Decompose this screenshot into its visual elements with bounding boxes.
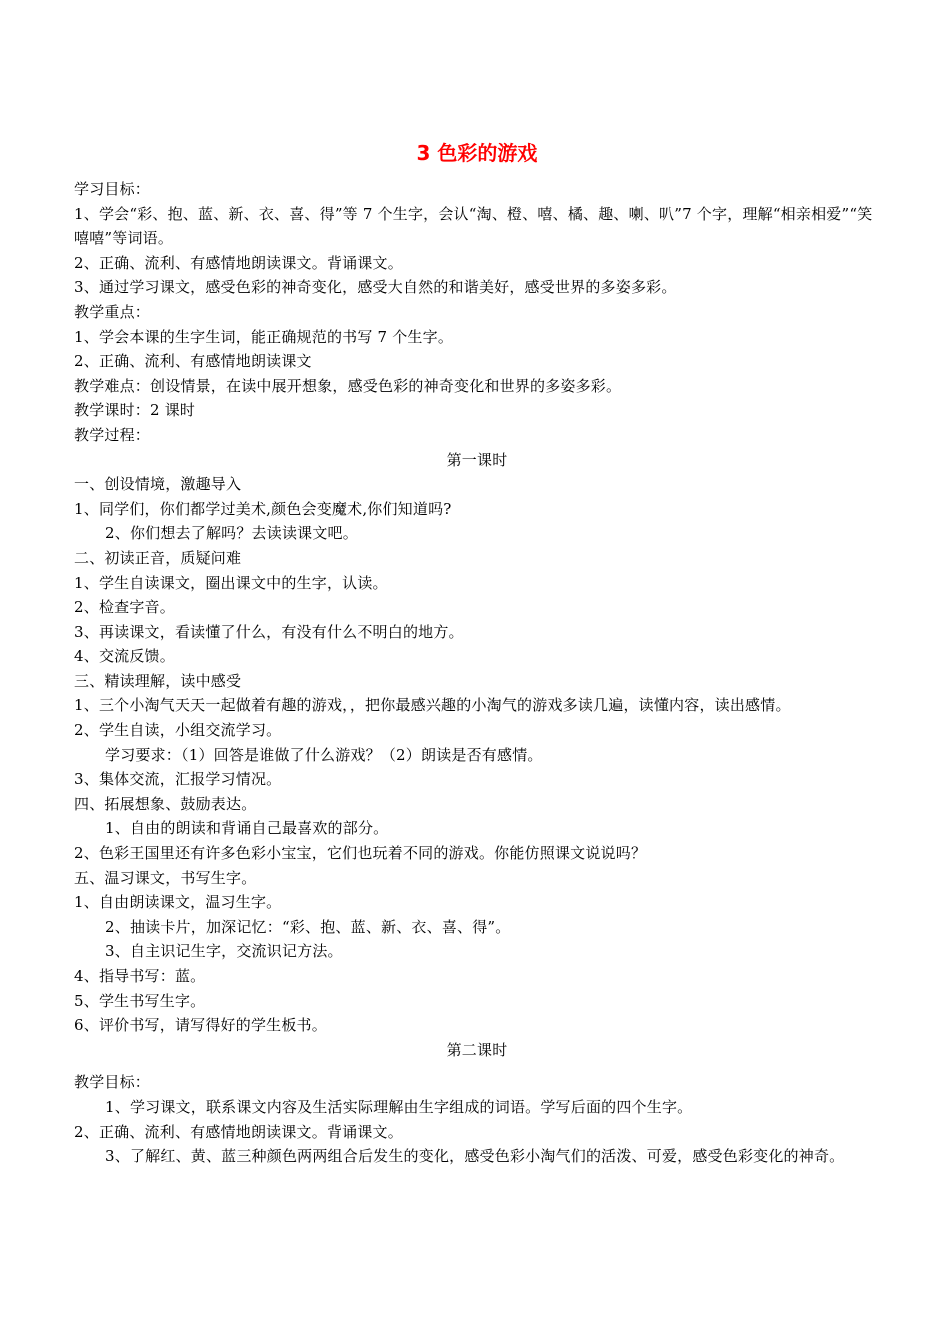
step-item: 4、交流反馈。: [74, 647, 175, 666]
objective-item: 1、学会“彩、抱、蓝、新、衣、喜、得”等 7 个生字，会认“淘、橙、嘻、橘、趣、喇、叭”7 个字，理解“相亲相爱”“笑嘻嘻”等词语。: [74, 204, 873, 248]
learning-requirement: 学习要求：（1）回答是谁做了什么游戏？（2）朗读是否有感情。: [105, 745, 543, 764]
objective-item: 1、学习课文，联系课文内容及生活实际理解由生字组成的词语。学写后面的四个生字。: [105, 1097, 693, 1116]
step-item: 3、自主识记生字，交流识记方法。: [105, 942, 343, 961]
step-item: 2、色彩王国里还有许多色彩小宝宝，它们也玩着不同的游戏。你能仿照课文说说吗？: [74, 844, 647, 863]
lesson-one-heading: 第一课时: [446, 450, 508, 469]
section-heading-process: 教学过程：: [74, 425, 151, 444]
step-item: 2、抽读卡片，加深记忆：“彩、抱、蓝、新、衣、喜、得”。: [105, 917, 511, 936]
section-heading-key-points: 教学重点：: [74, 302, 151, 321]
step-item: 2、检查字音。: [74, 598, 175, 617]
class-hours-line: 教学课时：2 课时: [74, 401, 196, 420]
step-item: 3、再读课文，看读懂了什么，有没有什么不明白的地方。: [74, 622, 464, 641]
step-heading: 四、拓展想象、鼓励表达。: [74, 794, 257, 813]
objective-item: 3、通过学习课文，感受色彩的神奇变化，感受大自然的和谐美好，感受世界的多姿多彩。: [74, 278, 677, 297]
step-item: 4、指导书写：蓝。: [74, 967, 206, 985]
step-item: 1、自由的朗读和背诵自己最喜欢的部分。: [105, 819, 389, 838]
step-heading: 二、初读正音，质疑问难: [74, 548, 242, 567]
step-item: 2、学生自读，小组交流学习。: [74, 721, 282, 740]
step-heading: 一、创设情境，激趣导入: [74, 475, 242, 494]
difficulty-line: 教学难点：创设情景，在读中展开想象，感受色彩的神奇变化和世界的多姿多彩。: [74, 376, 622, 395]
step-item: 1、三个小淘气天天一起做着有趣的游戏，，把你最感兴趣的小淘气的游戏多读几遍，读懂内容，读出感情。: [74, 696, 791, 715]
step-item: 6、评价书写，请写得好的学生板书。: [74, 1016, 327, 1035]
step-item: 1、学生自读课文，圈出课文中的生字，认读。: [74, 573, 388, 592]
step-heading: 三、精读理解，读中感受: [74, 671, 242, 690]
section-heading-objectives: 学习目标：: [74, 180, 151, 198]
document-page: [74, 138, 880, 1169]
step-item: 2、你们想去了解吗？去读读课文吧。: [105, 524, 358, 543]
key-point-item: 1、学会本课的生字生词，能正确规范的书写 7 个生字。: [74, 327, 454, 346]
objective-item: 2、正确、流利、有感情地朗读课文。背诵课文。: [74, 1122, 403, 1141]
lesson-two-heading: 第二课时: [446, 1040, 508, 1059]
step-item: 1、同学们，你们都学过美术,颜色会变魔术,你们知道吗?: [74, 499, 452, 518]
document-title: 3 色彩的游戏: [416, 141, 538, 165]
step-item: 3、集体交流，汇报学习情况。: [74, 770, 282, 789]
step-item: 1、自由朗读课文，温习生字。: [74, 893, 282, 912]
key-point-item: 2、正确、流利、有感情地朗读课文: [74, 352, 312, 371]
objective-item: 2、正确、流利、有感情地朗读课文。背诵课文。: [74, 253, 403, 272]
section-heading-objectives-2: 教学目标：: [74, 1073, 151, 1092]
step-heading: 五、温习课文，书写生字。: [74, 868, 257, 887]
step-item: 5、学生书写生字。: [74, 991, 206, 1010]
objective-item: 3、了解红、黄、蓝三种颜色两两组合后发生的变化，感受色彩小淘气们的活泼、可爱，感受色彩变化的神奇。: [105, 1147, 845, 1166]
